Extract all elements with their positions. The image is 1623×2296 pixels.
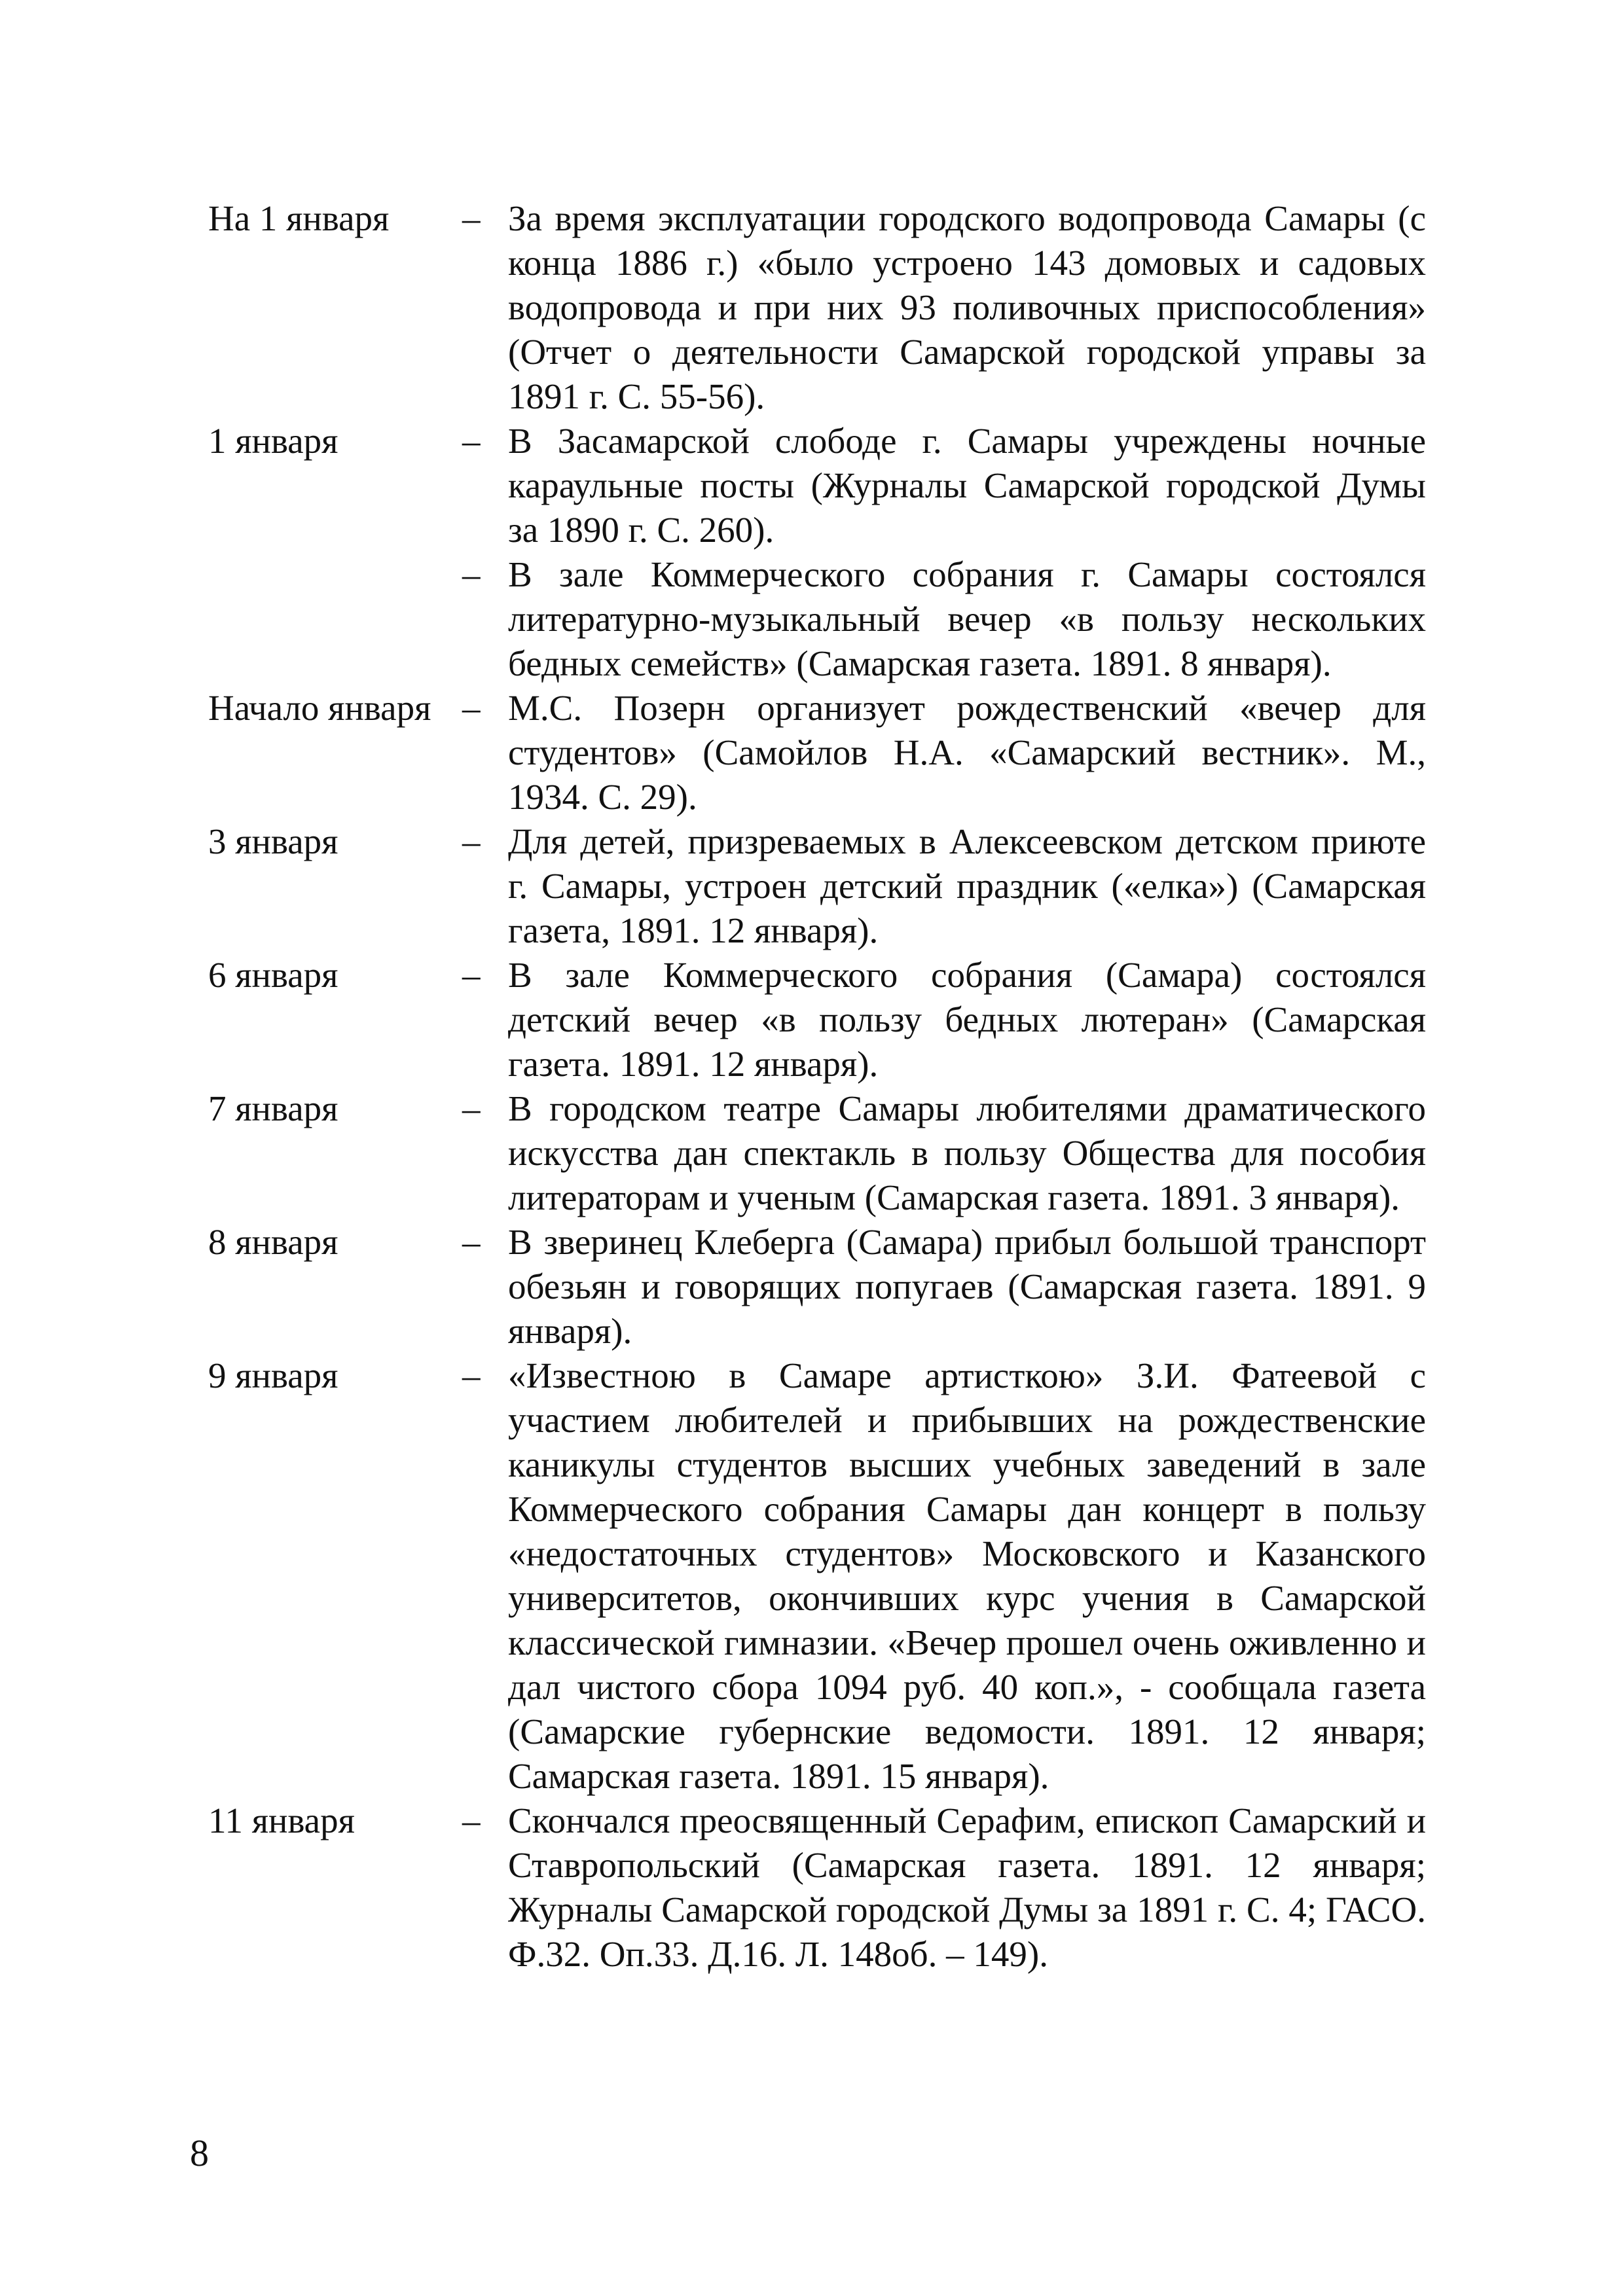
entry-date: 9 января	[208, 1355, 338, 1395]
page-number: 8	[190, 2132, 209, 2174]
chronicle-entry	[208, 196, 1426, 419]
entry-text: В зале Коммерческого собрания г. Самары состоялся литературно-музыкальный вечер «в пользу нескольких бедных семейств» (Самарская газета. 1891. 8 января).	[508, 554, 1426, 683]
chronicle-list	[208, 196, 1426, 1977]
entry-text: М.С. Позерн организует рождественский «вечер для студентов» (Самойлов Н.А. «Самарский вестник». М., 1934. С. 29).	[508, 688, 1426, 817]
chronicle-entry	[208, 1220, 1426, 1354]
entry-date: 6 января	[208, 955, 338, 995]
chronicle-entry	[208, 1354, 1426, 1799]
entry-dash: –	[462, 955, 481, 995]
entry-date: На 1 января	[208, 198, 390, 238]
entry-text: В зале Коммерческого собрания (Самара) состоялся детский вечер «в пользу бедных лютеран» (Самарская газета. 1891. 12 января).	[508, 955, 1426, 1084]
entry-dash: –	[462, 421, 481, 461]
chronicle-entry	[208, 1086, 1426, 1220]
entry-date: 8 января	[208, 1222, 338, 1262]
chronicle-entry	[208, 819, 1426, 953]
chronicle-entry	[208, 1799, 1426, 1977]
entry-date	[208, 552, 460, 686]
entry-text: В городском театре Самары любителями драматического искусства дан спектакль в пользу Общества для пособия литераторам и ученым (Самарская газета. 1891. 3 января).	[508, 1088, 1426, 1217]
entry-text: В Засамарской слободе г. Самары учреждены ночные караульные посты (Журналы Самарской городской Думы за 1890 г. С. 260).	[508, 421, 1426, 550]
entry-date: 3 января	[208, 821, 338, 861]
chronicle-entry	[208, 686, 1426, 819]
entry-dash: –	[462, 198, 481, 238]
entry-text: За время эксплуатации городского водопровода Самары (с конца 1886 г.) «было устроено 143 домовых и садовых водопровода и при них 93 поливочных приспособления» (Отчет о деятельности Самарской городской управы за 1891 г. С. 55-56).	[508, 198, 1426, 416]
entry-dash: –	[462, 1355, 481, 1395]
entry-text: В зверинец Клеберга (Самара) прибыл большой транспорт обезьян и говорящих попугаев (Самарская газета. 1891. 9 января).	[508, 1222, 1426, 1351]
entry-date: 1 января	[208, 421, 338, 461]
entry-date: 11 января	[208, 1801, 355, 1840]
entry-dash: –	[462, 1222, 481, 1262]
entry-dash: –	[462, 821, 481, 861]
entry-dash: –	[462, 554, 481, 594]
entry-date: 7 января	[208, 1088, 338, 1128]
entry-text: «Известною в Самаре артисткою» З.И. Фатеевой с участием любителей и прибывших на рождественские каникулы студентов высших учебных заведений в зале Коммерческого собрания Самары дан концерт в пользу «недостаточных студентов» Московского и Казанского университетов, окончивших курс учения в Самарской классической гимназии. «Вечер прошел очень оживленно и дал чистого сбора 1094 руб. 40 коп.», - сообщала газета (Самарские губернские ведомости. 1891. 12 января; Самарская газета. 1891. 15 января).	[508, 1355, 1426, 1796]
entry-dash: –	[462, 688, 481, 728]
entry-date: Начало января	[208, 688, 431, 728]
entry-text: Для детей, призреваемых в Алексеевском детском приюте г. Самары, устроен детский праздник («елка») (Самарская газета, 1891. 12 января).	[508, 821, 1426, 950]
entry-dash: –	[462, 1088, 481, 1128]
chronicle-entry	[208, 953, 1426, 1086]
chronicle-entry	[208, 552, 1426, 686]
entry-dash: –	[462, 1801, 481, 1840]
chronicle-entry	[208, 419, 1426, 552]
entry-text: Скончался преосвященный Серафим, епископ Самарский и Ставропольский (Самарская газета. 1891. 12 января; Журналы Самарской городской Думы за 1891 г. С. 4; ГАСО. Ф.32. Оп.33. Д.16. Л. 148об. – 149).	[508, 1801, 1426, 1974]
